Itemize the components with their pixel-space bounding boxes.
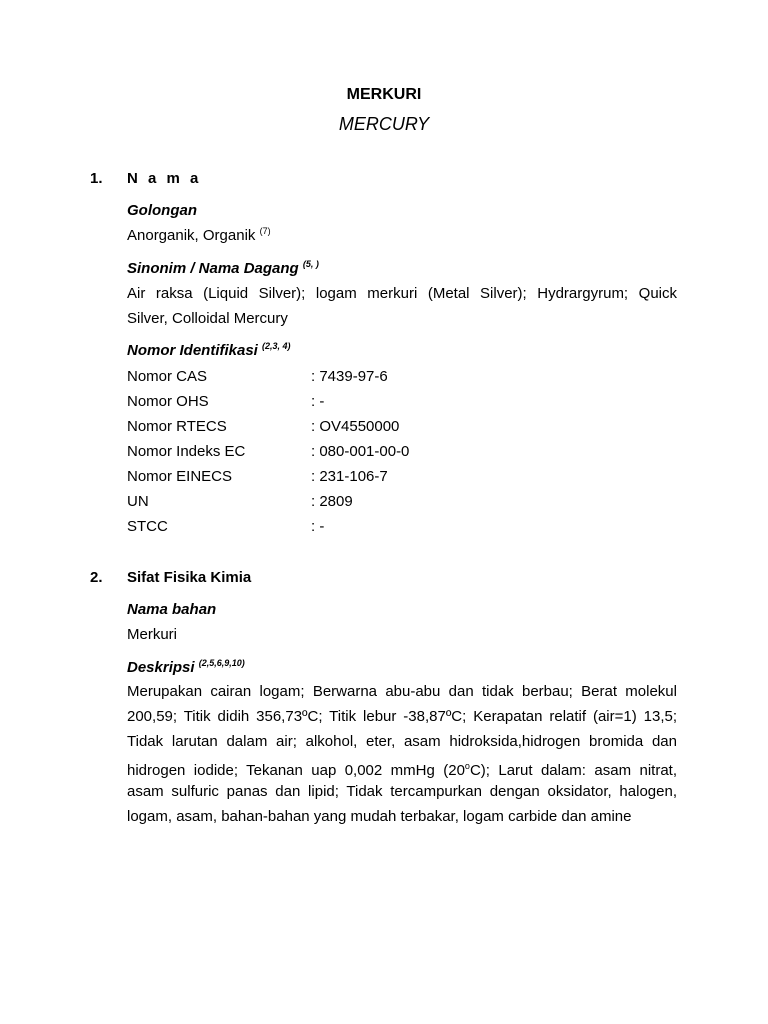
deskripsi-paragraph xyxy=(127,679,677,829)
document-title: MERKURI xyxy=(346,86,422,103)
deskripsi-heading xyxy=(127,658,245,676)
sinonim-line-2: Silver, Colloidal Mercury xyxy=(127,310,288,327)
deskripsi-line-1: Merupakan cairan logam; Berwarna abu-abu dan tidak berbau; Berat molekul xyxy=(127,683,677,700)
section-1-heading: N a m a xyxy=(127,170,202,187)
id-label-ec: Nomor Indeks EC xyxy=(127,443,246,460)
identifikasi-heading-text: Nomor Identifikasi xyxy=(127,342,258,359)
id-label-stcc: STCC xyxy=(127,518,168,535)
identifikasi-ref: (2,3, 4) xyxy=(262,341,291,351)
identifikasi-heading xyxy=(127,341,291,359)
section-1-number: 1. xyxy=(90,170,103,187)
section-2-number: 2. xyxy=(90,569,103,586)
id-value-stcc: : - xyxy=(311,518,325,535)
deskripsi-ref: (2,5,6,9,10) xyxy=(198,658,245,668)
id-value-einecs: : 231-106-7 xyxy=(311,468,388,485)
deskripsi-line-4 xyxy=(127,754,677,779)
id-label-einecs: Nomor EINECS xyxy=(127,468,233,485)
id-label-cas: Nomor CAS xyxy=(127,368,208,385)
golongan-value xyxy=(127,226,271,244)
deskripsi-line-2: 200,59; Titik didih 356,73ºC; Titik lebur -38,87ºC; Kerapatan relatif (air=1) 13,5; xyxy=(127,708,677,725)
deskripsi-line-3: Tidak larutan dalam air; alkohol, eter, asam hidroksida,hidrogen bromida dan xyxy=(127,733,677,750)
sinonim-ref: (5, ) xyxy=(302,259,319,269)
deskripsi-heading-text: Deskripsi xyxy=(127,659,195,676)
golongan-text: Anorganik, Organik xyxy=(127,227,256,244)
id-label-un: UN xyxy=(127,493,149,510)
golongan-ref: (7) xyxy=(259,226,271,236)
golongan-heading: Golongan xyxy=(127,202,197,219)
id-value-rtecs: : OV4550000 xyxy=(311,418,400,435)
nama-bahan-heading: Nama bahan xyxy=(127,601,217,618)
degree-superscript: o xyxy=(464,761,470,771)
sinonim-paragraph xyxy=(127,281,677,331)
id-value-cas: : 7439-97-6 xyxy=(311,368,388,385)
sinonim-heading xyxy=(127,259,319,277)
section-2-heading: Sifat Fisika Kimia xyxy=(127,569,252,586)
deskripsi-line-4-a: hidrogen iodide; Tekanan uap 0,002 mmHg (20 xyxy=(127,762,465,779)
id-label-ohs: Nomor OHS xyxy=(127,393,209,410)
deskripsi-line-4-b: C); Larut dalam: asam nitrat, xyxy=(469,762,677,779)
sinonim-heading-text: Sinonim / Nama Dagang xyxy=(127,260,299,277)
deskripsi-line-5: asam sulfuric panas dan lipid; Tidak tercampurkan dengan oksidator, halogen, xyxy=(127,783,677,800)
deskripsi-line-6: logam, asam, bahan-bahan yang mudah terbakar, logam carbide dan amine xyxy=(127,808,632,825)
id-value-un: : 2809 xyxy=(311,493,353,510)
document-subtitle: MERCURY xyxy=(338,114,430,134)
nama-bahan-value: Merkuri xyxy=(127,626,178,643)
id-label-rtecs: Nomor RTECS xyxy=(127,418,227,435)
id-value-ec: : 080-001-00-0 xyxy=(311,443,410,460)
id-value-ohs: : - xyxy=(311,393,325,410)
sinonim-line-1: Air raksa (Liquid Silver); logam merkuri (Metal Silver); Hydrargyrum; Quick xyxy=(127,285,677,302)
